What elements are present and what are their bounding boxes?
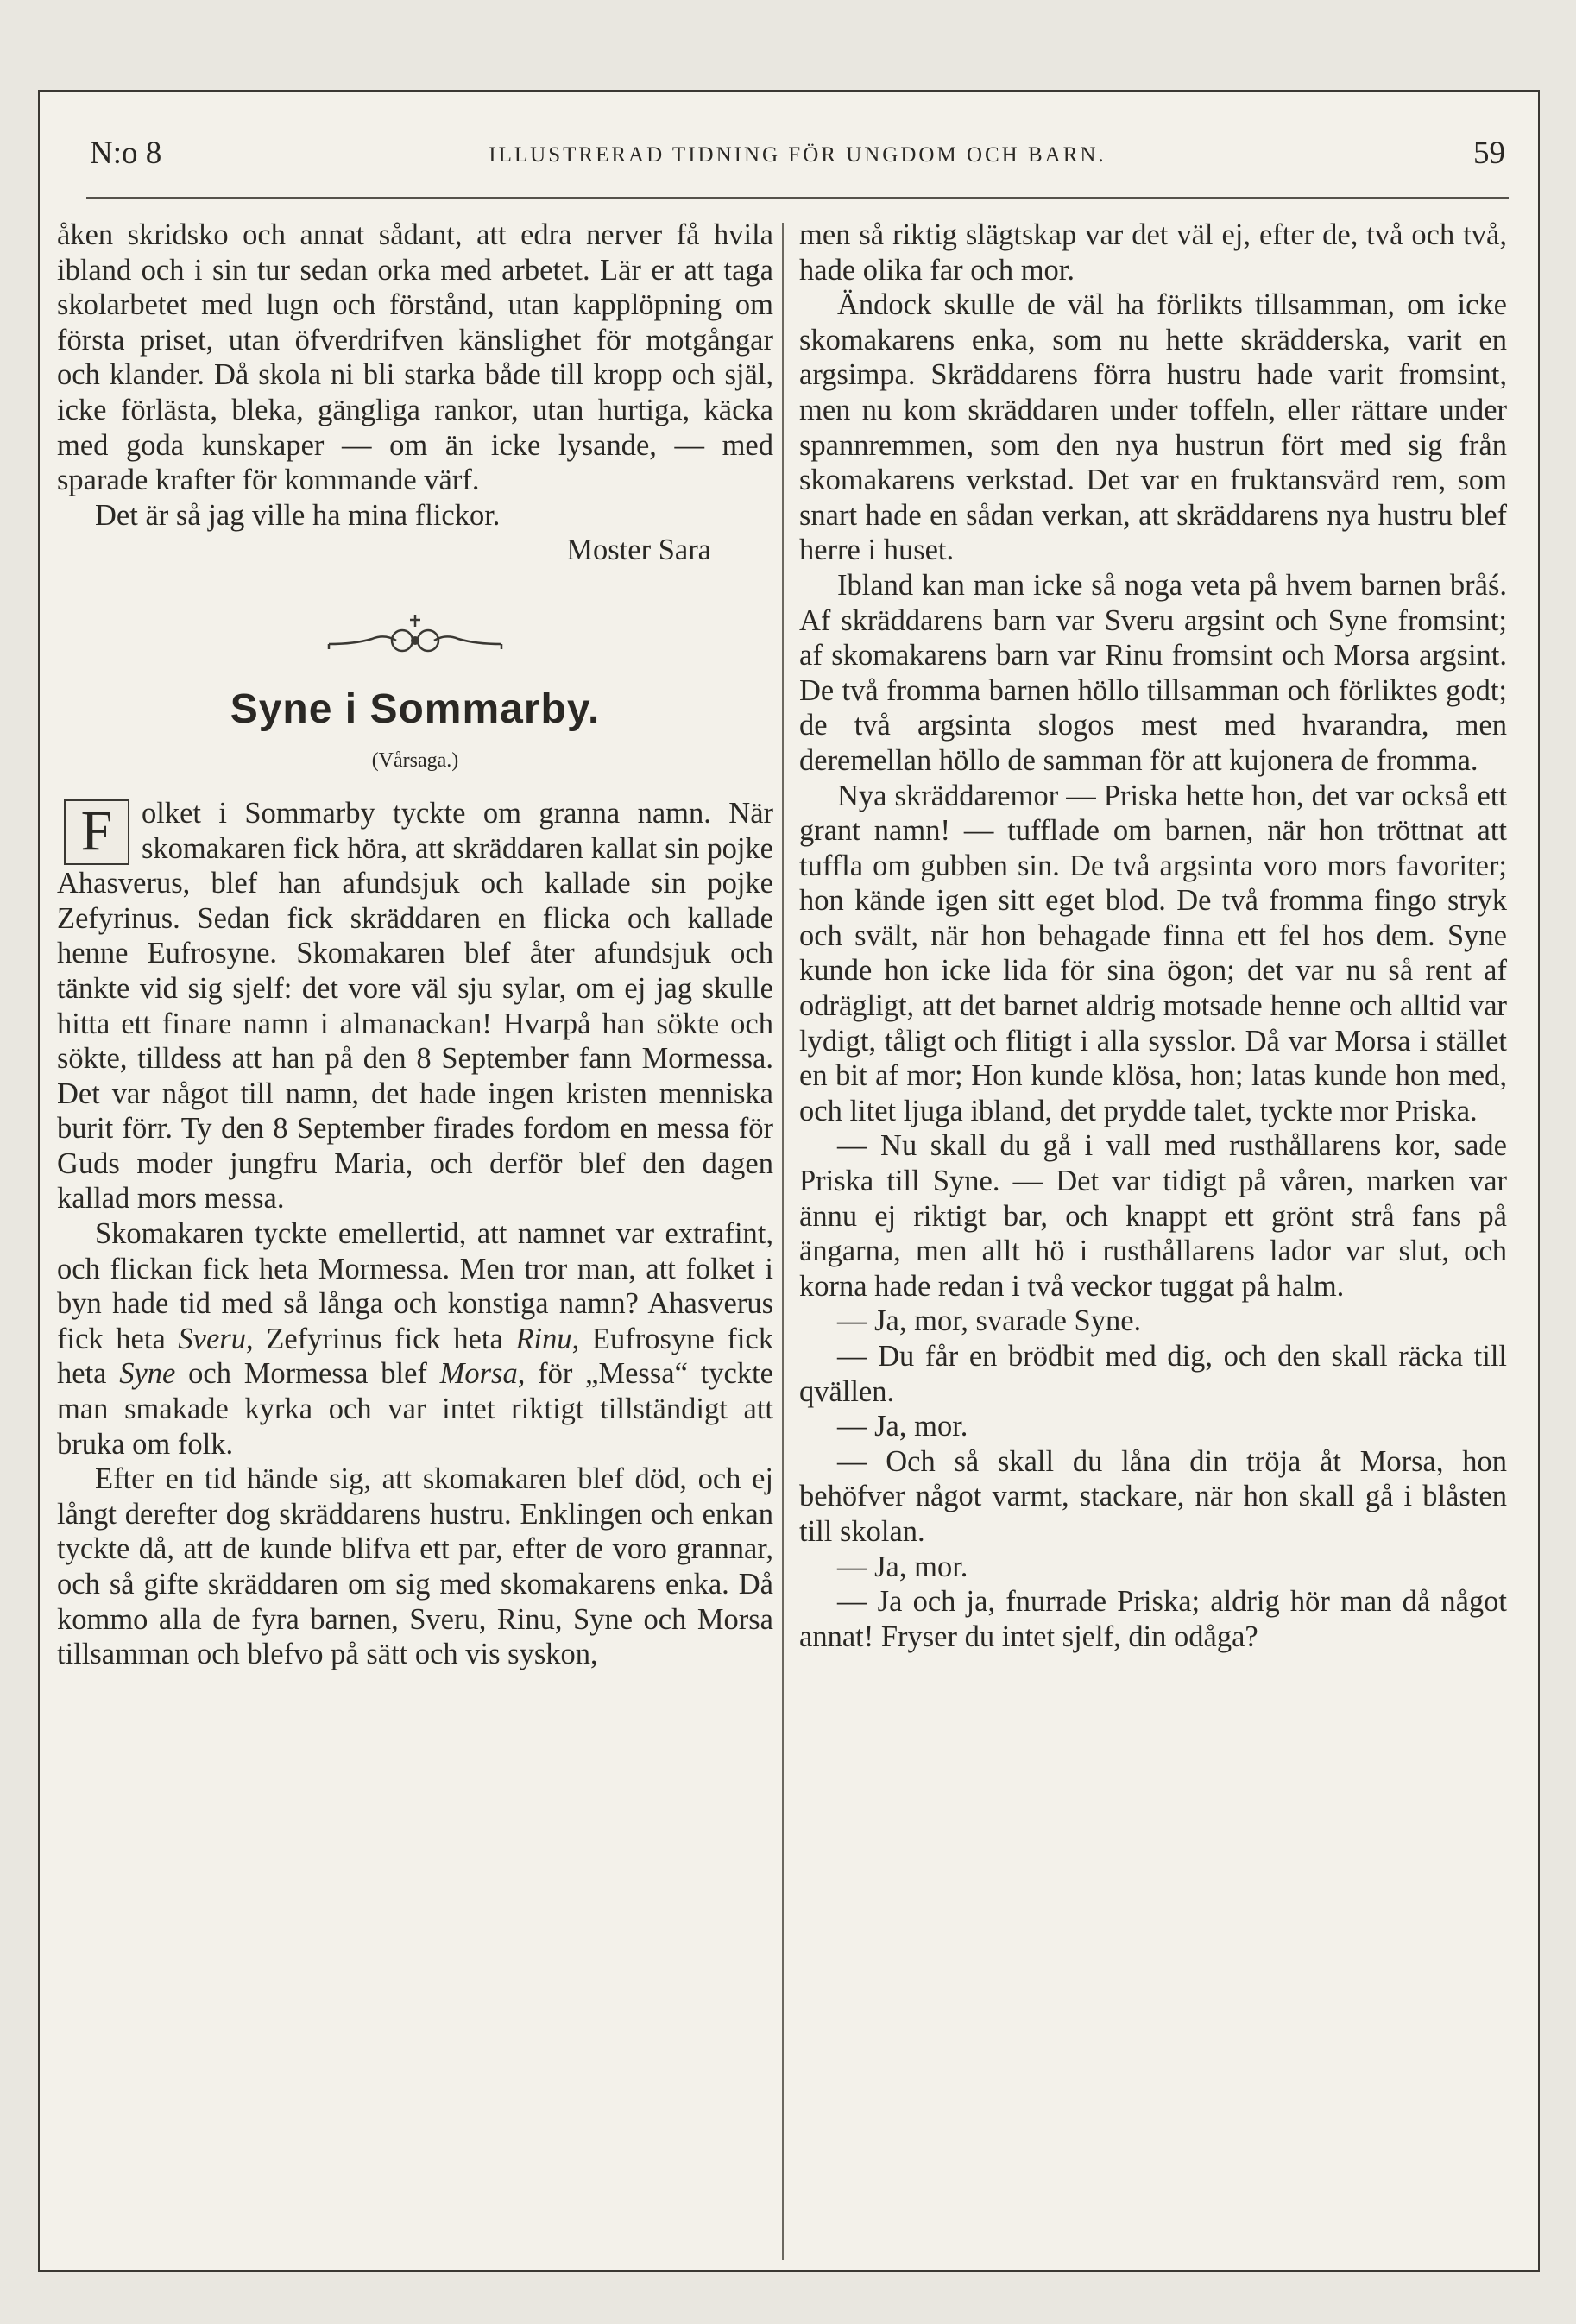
article-paragraph: Det är så jag ville ha mina flickor. bbox=[95, 498, 501, 532]
story-paragraph: Ibland kan man icke så noga veta på hvem barnen bråś. Af skräddarens barn var Sveru argsint och Syne fromsint; af skomakarens barn var Rinu fromsint och Morsa argsint. De två fromma barnen höllo tillsamman och förliktes godt; de två argsinta slogos mest med hvarandra, men deremellan höllo de samman för att kujonera de fromma. bbox=[799, 568, 1507, 777]
story-subtitle: (Vårsaga.) bbox=[371, 748, 459, 772]
story-opening bbox=[57, 796, 773, 1216]
story-title: Syne i Sommarby. bbox=[230, 685, 601, 732]
story-paragraph: — Ja, mor. bbox=[837, 1410, 968, 1443]
drop-cap: F bbox=[64, 799, 129, 865]
nickname: Rinu bbox=[515, 1322, 572, 1355]
right-column bbox=[799, 218, 1507, 1654]
story-paragraph: olket i Sommarby tyckte om granna namn. När skomakaren fick höra, att skräddaren kallat sin pojke Ahasverus, blef han afundsjuk och kallade sin pojke Zefyrinus. Sedan fick skräddaren en flicka och kallade henne Eufrosyne. Skomakaren blef åter afundsjuk och tänkte vid sig sjelf: det vore väl sju sylar, om ej jag skulle hitta ett finare namn i almanackan! Hvarpå han sökte och sökte, tilldess att han på den 8 September fann Mormessa. Det var något till namn, det hade ingen kristen menniska burit förr. Ty den 8 September firades fordom en messa för Guds moder jungfru Maria, och derför blef den dagen kallad mors messa. bbox=[57, 796, 773, 1216]
column-divider bbox=[782, 223, 784, 2260]
nickname: Sveru bbox=[178, 1322, 246, 1355]
newspaper-page bbox=[38, 90, 1540, 2272]
page-header bbox=[90, 128, 1505, 180]
story-paragraph: Ändock skulle de väl ha förlikts tillsamman, om icke skomakarens enka, som nu hette skrädderska, varit en argsimpa. Skräddarens förra hustru hade varit fromsint, men nu kom skräddaren under toffeln, eller rättare under spannremmen, som den nya hustrun fört med sig från skomakarens verkstad. Det var en fruktansvärd rem, som snart hade en sådan verkan, att skräddarens nya hustru blef herre i huset. bbox=[799, 288, 1507, 567]
header-rule bbox=[86, 197, 1509, 199]
story-paragraph: — Och så skall du låna din tröja åt Morsa, hon behöfver något varmt, stackare, när hon skall gå i blåsten till skolan. bbox=[799, 1444, 1507, 1548]
page-number: 59 bbox=[1473, 136, 1505, 171]
story-paragraph: — Du får en brödbit med dig, och den skall räcka till qvällen. bbox=[799, 1340, 1507, 1408]
nickname: Morsa bbox=[439, 1357, 518, 1391]
story-paragraph: men så riktig slägtskap var det väl ej, efter de, två och två, hade olika far och mor. bbox=[799, 218, 1507, 287]
ornament-divider-icon bbox=[320, 609, 510, 661]
story-paragraph: Nya skräddaremor — Priska hette hon, det var också ett grant namn! — tufflade om barnen, när hon tröttnat att tuffla om gubben sin. De två argsinta voro mors favoriter; hon kände igen sitt eget blod. De två fromma fingo stryk och svält, när hon behagade finna ett fel hos dem. Syne kunde hon icke lida för sina ögon; det var nu så rent af odrägligt, att det barnet aldrig motsade henne och alltid var lydigt, tåligt och flitigt i alla sysslor. Då var Morsa i stället en bit af mor; Hon kunde klösa, hon; latas kunde hon med, och litet ljuga ibland, det prydde talet, tyckte mor Priska. bbox=[799, 779, 1507, 1127]
issue-number: N:o 8 bbox=[90, 136, 162, 171]
signature: Moster Sara bbox=[566, 534, 711, 567]
story-paragraph: Skomakaren tyckte emellertid, att namnet var extrafint, och flickan fick heta Mormessa. Men tror man, att folket i byn hade tid med så långa och konstiga namn? Ahasverus fick heta Sveru, Zefyrinus fick heta Rinu, Eufrosyne fick heta Syne och Mormessa blef Morsa, för „Messa“ tyckte man smakade kyrka och var intet riktigt tillständigt att bruka om folk. bbox=[57, 1217, 773, 1461]
story-paragraph: Efter en tid hände sig, att skomakaren blef död, och ej långt derefter dog skräddarens hustru. Enklingen och enkan tyckte då, att de kunde blifva ett par, efter de voro grannar, och så gifte skräddaren om sig med skomakarens enka. Då kommo alla de fyra barnen, Sveru, Rinu, Syne och Morsa tillsamman och blefvo på sätt och vis syskon, bbox=[57, 1462, 773, 1671]
nickname: Syne bbox=[119, 1357, 176, 1391]
left-column bbox=[57, 218, 773, 1672]
publication-title: ILLUSTRERAD TIDNING FÖR UNGDOM OCH BARN. bbox=[489, 143, 1106, 167]
story-paragraph: — Ja, mor, svarade Syne. bbox=[837, 1304, 1142, 1338]
story-paragraph: — Nu skall du gå i vall med rusthållarens kor, sade Priska till Syne. — Det var tidigt på våren, marken var ännu ej riktigt bar, och knappt ett grönt strå fans på ängarna, men allt hö i rusthållarens lador var slut, och korna hade redan i två veckor tuggat på halm. bbox=[799, 1129, 1507, 1303]
article-paragraph: åken skridsko och annat sådant, att edra nerver få hvila ibland och i sin tur sedan orka med arbetet. Lär er att taga skolarbetet med lugn och förstånd, utan kapplöpning om första priset, utan öfverdrifven känslighet för motgångar och klander. Då skola ni bli starka både till kropp och själ, icke förlästa, bleka, gängliga rankor, utan hurtiga, käcka med goda kunskaper — om än icke lysande, — med sparade krafter för kommande värf. bbox=[57, 218, 773, 497]
story-paragraph: — Ja och ja, fnurrade Priska; aldrig hör man då något annat! Fryser du intet sjelf, din odåga? bbox=[799, 1585, 1507, 1653]
story-paragraph: — Ja, mor. bbox=[837, 1550, 968, 1583]
